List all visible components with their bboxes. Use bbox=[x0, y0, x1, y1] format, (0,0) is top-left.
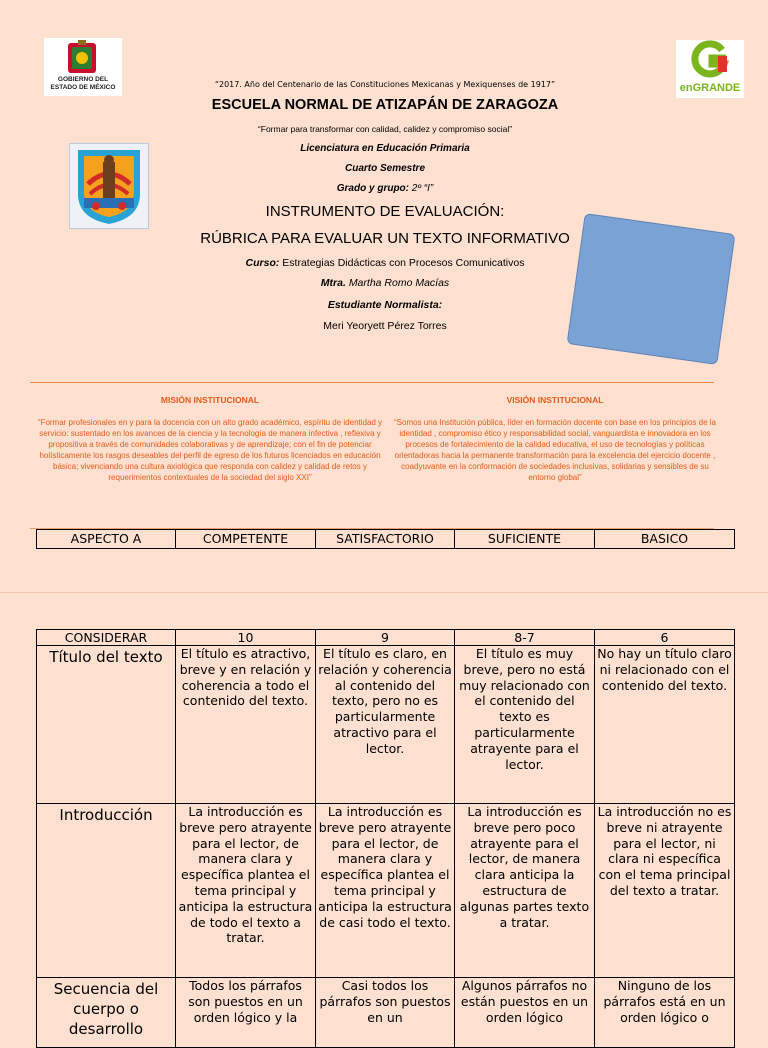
teacher bbox=[120, 277, 650, 289]
vision-text: “Somos una Institución pública, líder en formación docente con base en los principios de la identidad , compromiso ético y responsabilidad social, vanguardista e innovadora en los procesos de fortalecimiento de la calidad educativa, el uso de tecnologías y políticas orientadoras hacia la permanente transformación para la excelencia del ejercicio docente , coadyuvante en la conformación de sociedades inclusivas, solidarias y sensibles de su entorno global” bbox=[394, 418, 716, 482]
header-cell-satisfactorio: SATISFACTORIO bbox=[316, 530, 455, 549]
course bbox=[120, 257, 650, 269]
criteria-cell: Todos los párrafos son puestos en un orden lógico y la bbox=[176, 978, 316, 1048]
rubric-table bbox=[36, 629, 735, 1048]
student-name: Meri Yeoryett Pérez Torres bbox=[323, 320, 447, 332]
aspect-cell: Introducción bbox=[37, 804, 176, 978]
student-label: Estudiante Normalista: bbox=[327, 299, 443, 311]
rubric-title: RÚBRICA PARA EVALUAR UN TEXTO INFORMATIVO bbox=[200, 230, 570, 247]
table-row bbox=[37, 804, 735, 978]
logo-left-text: GOBIERNO DEL ESTADO DE MÉXICO bbox=[50, 76, 116, 91]
teacher-value: Martha Romo Macías bbox=[348, 277, 450, 289]
rubric-header-table bbox=[36, 529, 735, 549]
criteria-cell: Ninguno de los párrafos está en un orden lógico o bbox=[595, 978, 735, 1048]
school-motto: “Formar para transformar con calidad, calidez y compromiso social” bbox=[257, 124, 513, 134]
mission-title: MISIÓN INSTITUCIONAL bbox=[160, 395, 260, 405]
aspect-cell: Título del texto bbox=[37, 646, 176, 804]
criteria-cell: La introducción es breve pero poco atrayente para el lector, de manera clara anticipa la estructura de algunas partes texto a tratar. bbox=[455, 804, 595, 978]
header-cell-basico: BASICO bbox=[595, 530, 735, 549]
criteria-cell: La introducción es breve pero atrayente para el lector, de manera clara y específica plantea el tema principal y anticipa la estructura de casi todo el texto. bbox=[316, 804, 455, 978]
g-letter-icon bbox=[690, 40, 730, 80]
table-header-row bbox=[37, 530, 735, 549]
group-label: Grado y grupo: bbox=[336, 183, 409, 194]
table-row bbox=[37, 646, 735, 804]
section-divider bbox=[30, 382, 714, 383]
table-row bbox=[37, 978, 735, 1048]
criteria-cell: El título es atractivo, breve y en relación y coherencia a todo el contenido del texto. bbox=[176, 646, 316, 804]
header-cell-competente: COMPETENTE bbox=[176, 530, 316, 549]
criteria-cell: El título es muy breve, pero no está muy relacionado con el contenido del texto es particularmente atrayente para el lector. bbox=[455, 646, 595, 804]
state-seal-icon bbox=[64, 40, 100, 76]
criteria-cell: La introducción es breve pero atrayente para el lector, de manera clara y específica plantea el tema principal y anticipa la estructura de todo el texto a tratar. bbox=[176, 804, 316, 978]
score-cell-10: 10 bbox=[176, 630, 316, 646]
vision-title: VISIÓN INSTITUCIONAL bbox=[506, 395, 604, 405]
criteria-cell: Casi todos los párrafos son puestos en un bbox=[316, 978, 455, 1048]
engrande-logo bbox=[676, 40, 744, 98]
header-cell-aspect: ASPECTO A bbox=[37, 530, 176, 549]
logo-right-text: enGRANDE bbox=[679, 82, 741, 94]
group-value: 2º “I” bbox=[411, 183, 434, 194]
instrument-title: INSTRUMENTO DE EVALUACIÓN: bbox=[265, 203, 505, 220]
criteria-cell: No hay un título claro ni relacionado con el contenido del texto. bbox=[595, 646, 735, 804]
aspect-cell: Secuencia del cuerpo o desarrollo bbox=[37, 978, 176, 1048]
grade-group bbox=[120, 183, 650, 194]
career-name: Licenciatura en Educación Primaria bbox=[300, 143, 470, 154]
score-cell-9: 9 bbox=[316, 630, 455, 646]
page-break bbox=[0, 592, 768, 593]
score-row bbox=[37, 630, 735, 646]
criteria-cell: La introducción no es breve ni atrayente para el lector, ni clara ni específica con el tema principal del texto a tratar. bbox=[595, 804, 735, 978]
semester: Cuarto Semestre bbox=[344, 163, 426, 174]
course-label: Curso: bbox=[245, 257, 280, 269]
criteria-cell: Algunos párrafos no están puestos en un orden lógico bbox=[455, 978, 595, 1048]
score-cell-8-7: 8-7 bbox=[455, 630, 595, 646]
score-cell-considerar: CONSIDERAR bbox=[37, 630, 176, 646]
school-name: ESCUELA NORMAL DE ATIZAPÁN DE ZARAGOZA bbox=[211, 97, 559, 113]
mission-text: “Formar profesionales en y para la docencia con un alto grado académico, espíritu de identidad y servicio: sustentado en los avances de la ciencia y la tecnología de manera infectiva , reflexiva y propositiva a través de comunidades colaborativas y de aprendizaje; con el fin de potenciar holísticamente los rasgos deseables del perfil de egreso de los futuros licenciados en educación básica; vivenciando una cultura axiológica que responda con calidez y calidad de retos y requerimientos contextuales de la sociedad del siglo XXI” bbox=[37, 418, 383, 482]
year-quote: “2017. Año del Centenario de las Constituciones Mexicanas y Mexiquenses de 1917” bbox=[214, 80, 556, 89]
gobierno-estado-mexico-logo bbox=[44, 38, 122, 96]
teacher-label: Mtra. bbox=[320, 277, 346, 289]
score-cell-6: 6 bbox=[595, 630, 735, 646]
header-cell-suficiente: SUFICIENTE bbox=[455, 530, 595, 549]
course-value: Estrategias Didácticas con Procesos Comunicativos bbox=[282, 257, 525, 269]
criteria-cell: El título es claro, en relación y coherencia al contenido del texto, pero no es particularmente atractivo para el lector. bbox=[316, 646, 455, 804]
